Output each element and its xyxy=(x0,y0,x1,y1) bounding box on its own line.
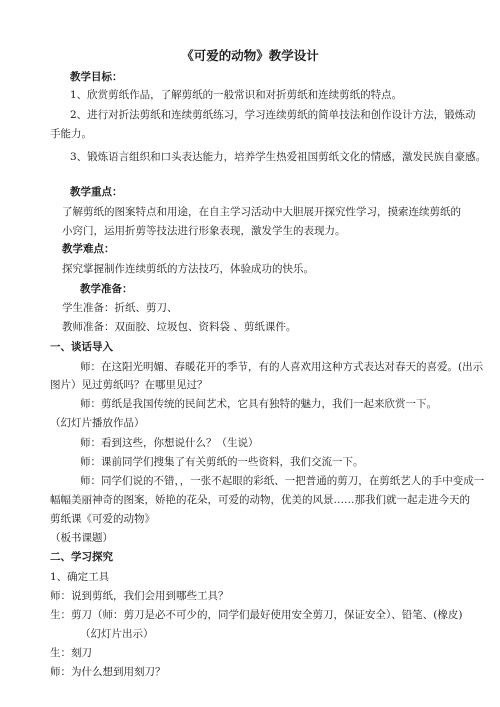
paragraph-line: （幻灯片播放作品） xyxy=(50,417,145,429)
section-heading-preparation: 教学准备： xyxy=(80,283,133,295)
paragraph-line: 师：在这阳光明媚、春暖花开的季节，有的人喜欢用这种方式表达对春天的喜爱。(出示 xyxy=(80,361,484,373)
paragraph-line: 幅幅美丽神奇的图案，娇艳的花朵，可爱的动物，优美的风景……那我们就一起走进今天的 xyxy=(50,494,470,506)
paragraph-line: 学生准备：折纸、剪刀、 xyxy=(62,302,178,314)
section-heading-intro: 一、谈话导入 xyxy=(50,341,113,353)
paragraph-line: 教师准备：双面胶、垃圾包、资料袋 、剪纸课件。 xyxy=(62,321,297,333)
paragraph-line: 1、欣赏剪纸作品，了解剪纸的一般常识和对折剪纸和连续剪纸的特点。 xyxy=(70,89,403,101)
paragraph-line: 探究掌握制作连续剪纸的方法技巧，体验成功的快乐。 xyxy=(62,263,314,275)
paragraph-line: 师：说到剪纸，我们会用到哪些工具？ xyxy=(50,590,229,602)
paragraph-line: 师：看到这些，你想说什么？（生说） xyxy=(80,437,259,449)
paragraph-line: 2、进行对折法剪纸和连续剪纸练习，学习连续剪纸的简单技法和创作设计方法，锻炼动 xyxy=(70,109,476,121)
paragraph-line: 小窍门，运用折剪等技法进行形象表现，激发学生的表现力。 xyxy=(62,225,346,237)
paragraph-line: 了解剪纸的图案特点和用途，在自主学习活动中大胆展开探究性学习，摸索连续剪纸的 xyxy=(62,206,461,218)
paragraph-line: 师：课前同学们搜集了有关剪纸的一些资料，我们交流一下。 xyxy=(80,456,364,468)
paragraph-line: 师：剪纸是我国传统的民间艺术，它具有独特的魅力，我们一起来欣赏一下。 xyxy=(80,398,437,410)
paragraph-line: （幻灯片出示） xyxy=(80,628,154,640)
paragraph-line: 师：同学们说的不错，，一张不起眼的彩纸、一把普通的剪刀，在剪纸艺人的手中变成一 xyxy=(80,475,485,487)
section-heading-key-points: 教学重点： xyxy=(70,186,123,198)
paragraph-line: 3、锻炼语言组织和口头表达能力，培养学生热爱祖国剪纸文化的情感，激发民族自豪感。 xyxy=(70,151,487,163)
section-heading-objectives: 教学目标： xyxy=(70,71,123,83)
paragraph-line: 图片）见过剪纸吗？在哪里见过？ xyxy=(50,379,208,391)
paragraph-line: 师：为什么想到用刻刀？ xyxy=(50,666,166,678)
paragraph-line: 剪纸课《可爱的动物》 xyxy=(50,513,155,525)
section-heading-difficulties: 教学难点： xyxy=(62,243,115,255)
section-heading-exploration: 二、学习探究 xyxy=(50,551,113,563)
paragraph-line: 手能力。 xyxy=(50,128,92,140)
paragraph-line: 生：剪刀（师：剪刀是必不可少的，同学们最好使用安全剪刀，保证安全）、铅笔、(橡皮) xyxy=(50,609,463,621)
paragraph-line: 1、确定工具 xyxy=(50,571,110,583)
document-title: 《可爱的动物》教学设计 xyxy=(181,48,319,63)
paragraph-line: 生：刻刀 xyxy=(50,647,92,659)
paragraph-line: （板书课题） xyxy=(50,532,113,544)
